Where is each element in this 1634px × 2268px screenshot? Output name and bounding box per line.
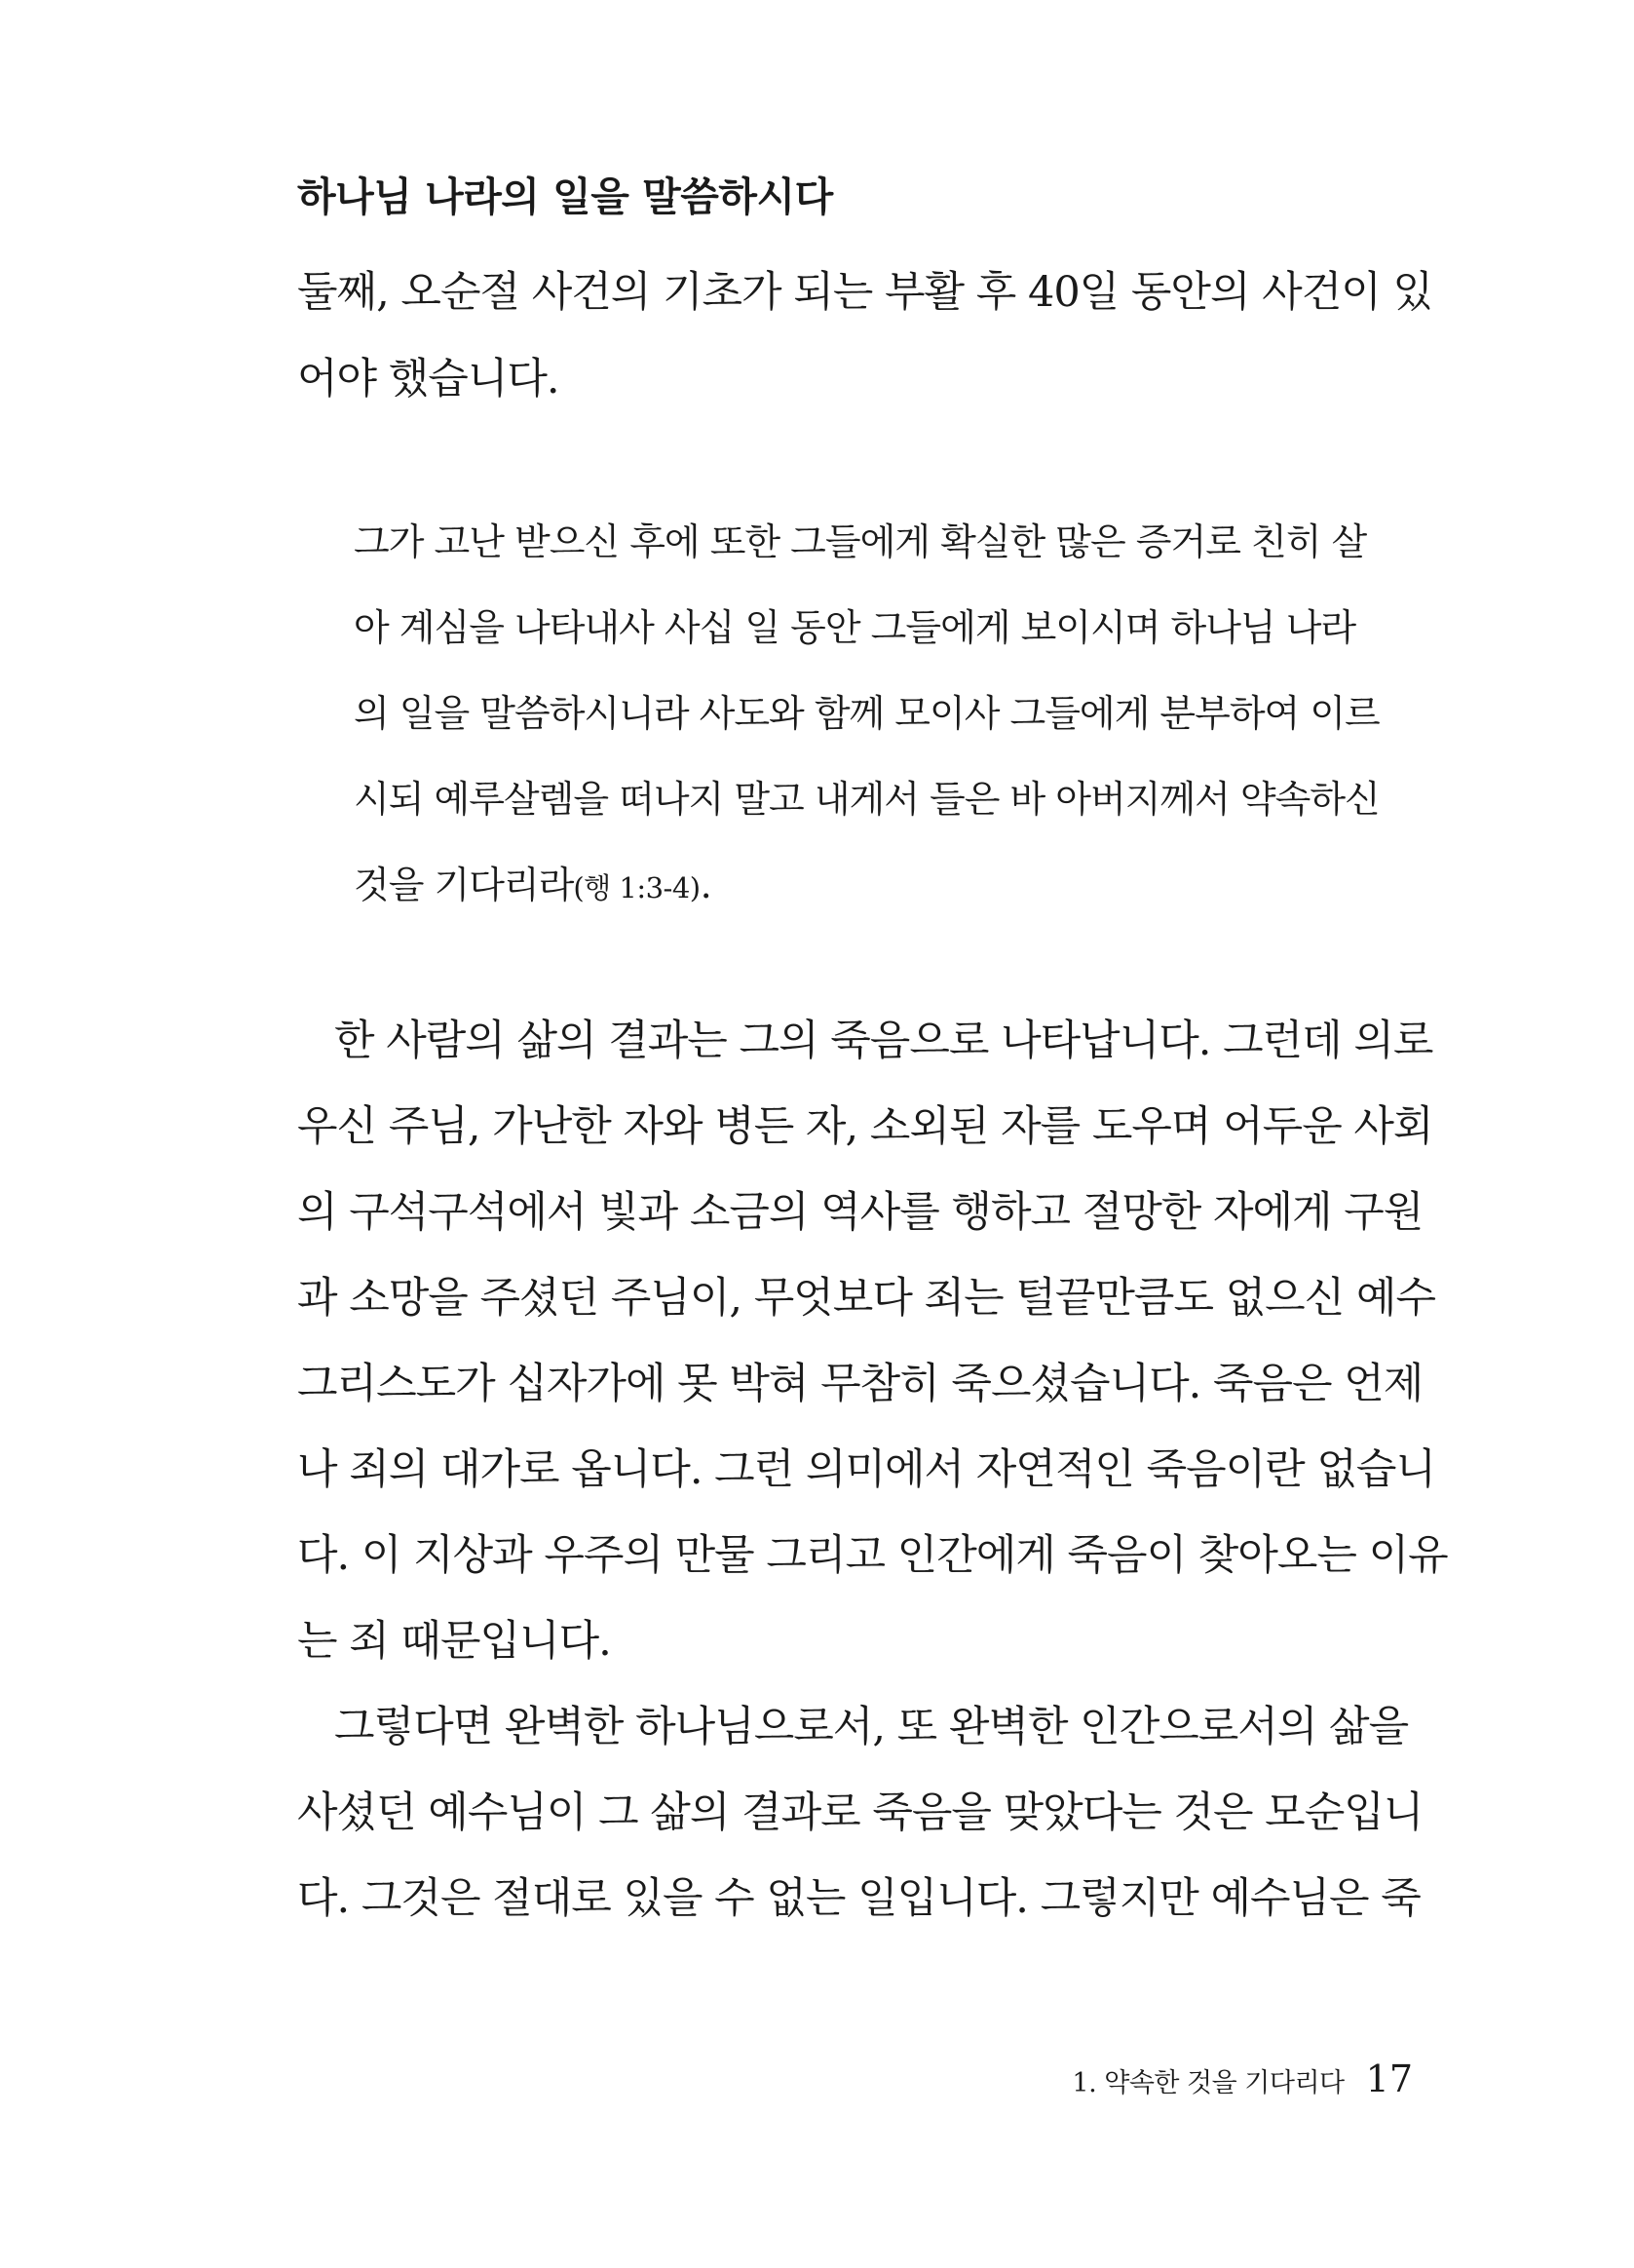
quote-line: 의 일을 말씀하시니라 사도와 함께 모이사 그들에게 분부하여 이르	[354, 692, 1380, 735]
text-line: 의 구석구석에서 빛과 소금의 역사를 행하고 절망한 자에게 구원	[297, 1188, 1424, 1237]
text-line: 어야 했습니다.	[297, 355, 559, 404]
intro-paragraph	[297, 250, 1432, 423]
quote-line: 아 계심을 나타내사 사십 일 동안 그들에게 보이시며 하나님 나라	[354, 606, 1356, 649]
text-line: 나 죄의 대가로 옵니다. 그런 의미에서 자연적인 죽음이란 없습니	[297, 1445, 1436, 1494]
page-footer	[1072, 2055, 1413, 2111]
quote-line: 그가 고난 받으신 후에 또한 그들에게 확실한 많은 증거로 친히 살	[354, 520, 1367, 563]
quote-line: 시되 예루살렘을 떠나지 말고 내게서 들은 바 아버지께서 약속하신	[354, 778, 1380, 821]
text-line: 과 소망을 주셨던 주님이, 무엇보다 죄는 털끝만큼도 없으신 예수	[297, 1274, 1436, 1323]
paragraph-first-line: 그렇다면 완벽한 하나님으로서, 또 완벽한 인간으로서의 삶을	[334, 1703, 1409, 1751]
scripture-quote	[354, 499, 1418, 928]
text-line: 다. 그것은 절대로 있을 수 없는 일입니다. 그렇지만 예수님은 죽	[297, 1874, 1421, 1923]
quote-last-text: 것을 기다리라	[354, 864, 574, 906]
section-heading: 하나님 나라의 일을 말씀하시다	[297, 173, 833, 220]
quote-end-period: .	[700, 864, 711, 906]
text-line: 그리스도가 십자가에 못 박혀 무참히 죽으셨습니다. 죽음은 언제	[297, 1360, 1424, 1408]
body-paragraphs	[297, 998, 1448, 1941]
quote-line	[354, 842, 1418, 928]
text-line: 다. 이 지상과 우주의 만물 그리고 인간에게 죽음이 찾아오는 이유	[297, 1531, 1448, 1580]
text-line: 우신 주님, 가난한 자와 병든 자, 소외된 자를 도우며 어두운 사회	[297, 1102, 1433, 1151]
page-number: 17	[1365, 2057, 1413, 2100]
paragraph-first-line: 한 사람의 삶의 결과는 그의 죽음으로 나타납니다. 그런데 의로	[334, 1017, 1433, 1065]
scripture-citation: (행 1:3-4)	[573, 871, 701, 904]
running-footer-chapter: 1. 약속한 것을 기다리다	[1072, 2068, 1345, 2098]
text-line: 둘째, 오순절 사건의 기초가 되는 부활 후 40일 동안의 사건이 있	[297, 268, 1432, 317]
text-line: 는 죄 때문입니다.	[297, 1617, 611, 1666]
text-line: 사셨던 예수님이 그 삶의 결과로 죽음을 맞았다는 것은 모순입니	[297, 1788, 1424, 1837]
